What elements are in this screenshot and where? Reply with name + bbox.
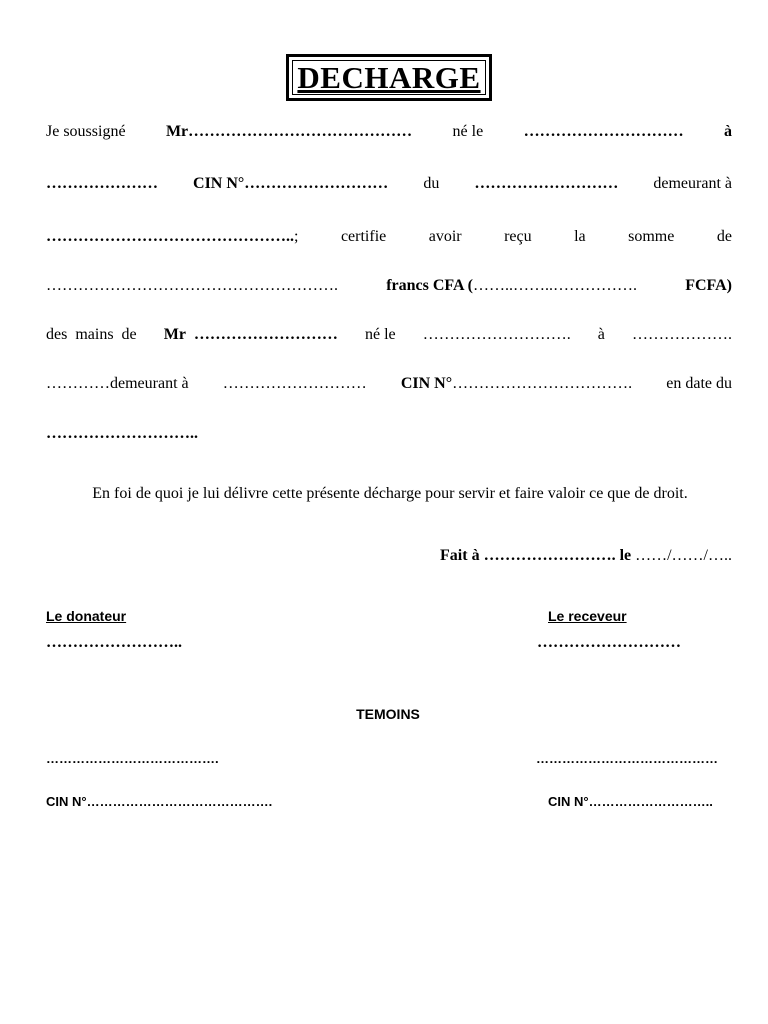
body-line-3 bbox=[46, 227, 732, 247]
text-fait-a: Fait à ……………………. le bbox=[440, 547, 632, 564]
text-demeurant: demeurant à bbox=[653, 175, 732, 192]
body-line-8 bbox=[40, 484, 740, 504]
text-demeurant-2: …………demeurant à bbox=[46, 375, 189, 392]
witness-2-name-line: …………………………………… bbox=[536, 751, 718, 766]
text-amount-words: ……..……..……………. bbox=[473, 277, 637, 294]
label-receveur: Le receveur bbox=[548, 608, 627, 624]
text-giver-cin: ……………………………. bbox=[452, 375, 633, 392]
text-giver-name: ……………………… bbox=[193, 326, 338, 343]
text-fcfa: FCFA) bbox=[685, 277, 732, 294]
text-avoir: avoir bbox=[428, 228, 462, 245]
body-line-2 bbox=[46, 174, 732, 194]
body-line-7 bbox=[46, 424, 732, 444]
text-la: la bbox=[574, 228, 586, 245]
witness-2-cin: CIN N°……………………….. bbox=[548, 794, 713, 809]
title-inner-border bbox=[292, 60, 486, 95]
text-mains: mains bbox=[75, 326, 114, 343]
text-du: du bbox=[423, 175, 440, 192]
text-giver-address: ……………………… bbox=[222, 375, 367, 392]
text-certifie: certifie bbox=[340, 228, 387, 245]
witness-1-name-line: …………………………………. bbox=[46, 751, 219, 766]
text-cin-2: CIN N° bbox=[400, 375, 453, 392]
text-je-soussigne: Je soussigné bbox=[46, 123, 126, 140]
text-de: de bbox=[716, 228, 732, 245]
text-giver-birth-date: ………………………. bbox=[422, 326, 571, 343]
body-line-4 bbox=[46, 276, 732, 296]
body-line-1 bbox=[46, 122, 732, 142]
text-mr-2: Mr bbox=[163, 326, 186, 343]
fait-a-line bbox=[46, 546, 732, 566]
text-recu: reçu bbox=[504, 228, 532, 245]
text-somme: somme bbox=[628, 228, 675, 245]
title-box bbox=[286, 54, 492, 101]
text-birth-place: ………………… bbox=[46, 175, 158, 192]
text-des: des bbox=[46, 326, 68, 343]
text-semicolon: ; bbox=[294, 228, 299, 245]
text-cin-date: ……………………… bbox=[474, 175, 619, 192]
donateur-signature-line: …………………….. bbox=[46, 634, 182, 651]
body-line-5 bbox=[46, 325, 732, 345]
receveur-signature-line: ……………………… bbox=[537, 634, 681, 651]
text-ne-le: né le bbox=[452, 123, 484, 140]
text-a-2: à bbox=[597, 326, 605, 343]
text-en-date-du: en date du bbox=[666, 375, 732, 392]
text-a: à bbox=[723, 123, 732, 140]
document-title: DECHARGE bbox=[297, 60, 481, 95]
text-birth-date: ………………………… bbox=[523, 123, 684, 140]
text-address: ……………………………………….. bbox=[46, 228, 294, 245]
text-cin-issue-date: ……………………….. bbox=[46, 425, 198, 442]
text-de-2: de bbox=[121, 326, 137, 343]
text-fait-date: ……/……/….. bbox=[635, 547, 732, 564]
text-ne-le-2: né le bbox=[364, 326, 396, 343]
text-cin: CIN N°……………………… bbox=[193, 175, 389, 192]
text-amount-figures: ………………………………………………. bbox=[46, 277, 338, 294]
text-mr-name: Mr…………………………………… bbox=[165, 123, 413, 140]
body-line-6 bbox=[46, 374, 732, 394]
text-giver-birth-place: ………………. bbox=[631, 326, 732, 343]
label-donateur: Le donateur bbox=[46, 608, 127, 624]
text-en-foi-de-quoi: En foi de quoi je lui délivre cette présente décharge pour servir et faire valoir ce que de droit. bbox=[92, 485, 688, 502]
witness-1-cin: CIN N°……………………………………. bbox=[46, 794, 273, 809]
temoins-heading: TEMOINS bbox=[356, 706, 420, 722]
text-francs-cfa: francs CFA ( bbox=[386, 277, 473, 294]
